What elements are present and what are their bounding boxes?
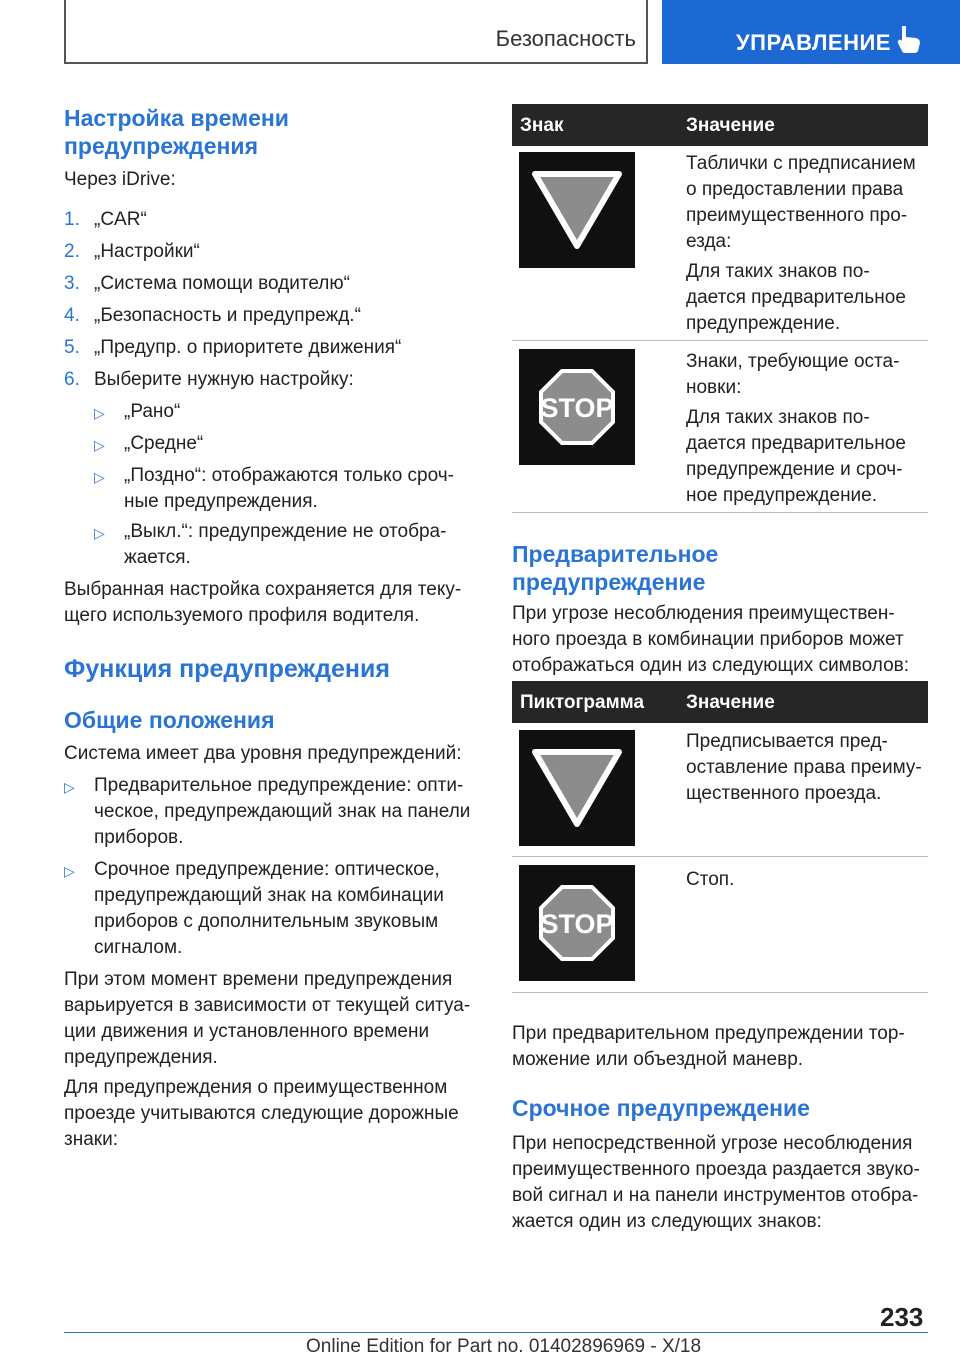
step-text: Выберите нужную настройку:	[94, 369, 354, 390]
step-text: „Безопасность и предупрежд.“	[94, 305, 361, 326]
step-text: „Система помощи водителю“	[94, 273, 350, 294]
heading-urgent: Срочное предупреждение	[512, 1095, 810, 1121]
heading-preliminary-line1: Предварительное	[512, 541, 719, 567]
pre-text: ного проезда в комбинации приборов может	[512, 629, 904, 650]
table1-r2-text: предупреждение и сроч-	[686, 459, 903, 480]
urgent-text: При непосредственной угрозе несоблюдения	[512, 1133, 913, 1154]
hand-pointer-icon	[896, 24, 922, 54]
table2-r1-text: оставление права преиму-	[686, 757, 922, 778]
step-number: 3.	[64, 273, 80, 294]
table1-r1-text: преимущественного про-	[686, 205, 908, 226]
table1-col-meaning: Значение	[686, 115, 775, 136]
table2-col-meaning: Значение	[686, 692, 775, 713]
moment-text: предупреждения.	[64, 1047, 218, 1068]
header-section-tab[interactable]	[64, 0, 648, 64]
via-idrive-text: Через iDrive:	[64, 169, 176, 190]
table1-r1-text: Таблички с предписанием	[686, 153, 916, 174]
heading-time-line2: предупреждения	[64, 133, 258, 159]
step-number: 2.	[64, 241, 80, 262]
moment-text: варьируется в зависимости от текущей ситуа-	[64, 995, 471, 1016]
stop-sign-text: STOP	[540, 909, 614, 939]
option-text-cont: ные предупреждения.	[124, 491, 318, 512]
option-text-cont: жается.	[124, 547, 191, 568]
step-text: „Настройки“	[94, 241, 200, 262]
table1-r1-text: предупреждение.	[686, 313, 841, 334]
option-text: „Рано“	[124, 401, 181, 422]
after-text: можение или объездной маневр.	[512, 1049, 804, 1070]
yield-sign-image	[519, 730, 635, 846]
table1-r1-text: Для таких знаков по-	[686, 261, 870, 282]
saved-text: Выбранная настройка сохраняется для теку-	[64, 579, 462, 600]
step-number: 4.	[64, 305, 80, 326]
saved-text: щего используемого профиля водителя.	[64, 605, 420, 626]
heading-general: Общие положения	[64, 707, 275, 733]
table1-r2-text: ное предупреждение.	[686, 485, 878, 506]
triangle-bullet-icon: ▷	[64, 779, 75, 795]
table2-r2-text: Стоп.	[686, 869, 735, 890]
yield-sign-image	[519, 152, 635, 268]
moment-text: При этом момент времени предупреждения	[64, 969, 453, 990]
heading-function: Функция предупреждения	[64, 655, 390, 683]
header-active-tab[interactable]	[662, 0, 960, 64]
bullet-text: Предварительное предупреждение: опти-	[94, 775, 464, 796]
signs-text: знаки:	[64, 1129, 118, 1150]
stop-sign-image	[519, 865, 635, 981]
triangle-bullet-icon: ▷	[64, 863, 75, 879]
moment-text: ции движения и установленного времени	[64, 1021, 430, 1042]
table1-bottom-divider	[512, 512, 928, 513]
table2-bottom-divider	[512, 992, 928, 993]
bullet-text: приборов с дополнительным звуковым	[94, 911, 439, 932]
table1-r2-text: новки:	[686, 377, 742, 398]
signs-text: Для предупреждения о преимущественном	[64, 1077, 448, 1098]
stop-sign-text: STOP	[540, 393, 614, 423]
step-number: 1.	[64, 209, 80, 230]
urgent-text: жается один из следующих знаков:	[512, 1211, 822, 1232]
urgent-text: преимущественного проезда раздается звуко-	[512, 1159, 920, 1180]
table2-row-divider	[512, 856, 928, 857]
table2-col-pictogram: Пиктограмма	[520, 692, 645, 713]
after-text: При предварительном предупреждении тор-	[512, 1023, 905, 1044]
table1-header	[512, 104, 928, 146]
table1-r1-text: о предоставлении права	[686, 179, 904, 200]
heading-preliminary-line2: предупреждение	[512, 569, 706, 595]
header-active-label: УПРАВЛЕНИЕ	[736, 30, 891, 55]
footer-edition: Online Edition for Part no. 01402896969 - X/18	[306, 1336, 702, 1357]
levels-text: Система имеет два уровня предупреждений:	[64, 743, 462, 764]
option-text: „Выкл.“: предупреждение не отобра-	[124, 521, 447, 542]
stop-sign-icon	[519, 349, 635, 465]
stop-sign-image	[519, 349, 635, 465]
header-section-label: Безопасность	[495, 26, 636, 51]
step-text: „CAR“	[94, 209, 147, 230]
table1-r1-text: дается предварительное	[686, 287, 906, 308]
option-text: „Поздно“: отображаются только сроч-	[124, 465, 454, 486]
table1-col-sign: Знак	[520, 115, 564, 136]
table1-r2-text: дается предварительное	[686, 433, 906, 454]
heading-time-line1: Настройка времени	[64, 105, 289, 131]
table1-r2-text: Знаки, требующие оста-	[686, 351, 900, 372]
triangle-bullet-icon: ▷	[94, 437, 105, 453]
bullet-text: предупреждающий знак на комбинации	[94, 885, 444, 906]
table1-row-divider	[512, 340, 928, 341]
option-text: „Средне“	[124, 433, 204, 454]
yield-triangle-icon	[519, 730, 635, 846]
bullet-text: Срочное предупреждение: оптическое,	[94, 859, 440, 880]
pre-text: При угрозе несоблюдения преимуществен-	[512, 603, 895, 624]
stop-sign-icon	[519, 865, 635, 981]
footer-divider	[64, 1332, 928, 1333]
pre-text: отображаться один из следующих символов:	[512, 655, 910, 676]
table2-header	[512, 681, 928, 723]
table2-r1-text: щественного проезда.	[686, 783, 882, 804]
table2-r1-text: Предписывается пред-	[686, 731, 888, 752]
step-number: 6.	[64, 369, 80, 390]
urgent-text: вой сигнал и на панели инструментов отобра-	[512, 1185, 919, 1206]
page-number: 233	[880, 1302, 924, 1332]
table1-r2-text: Для таких знаков по-	[686, 407, 870, 428]
triangle-bullet-icon: ▷	[94, 469, 105, 485]
bullet-text: ческое, предупреждающий знак на панели	[94, 801, 471, 822]
bullet-text: сигналом.	[94, 937, 183, 958]
triangle-bullet-icon: ▷	[94, 405, 105, 421]
bullet-text: приборов.	[94, 827, 184, 848]
step-text: „Предупр. о приоритете движения“	[94, 337, 402, 358]
signs-text: проезде учитываются следующие дорожные	[64, 1103, 459, 1124]
triangle-bullet-icon: ▷	[94, 525, 105, 541]
table1-r1-text: езда:	[686, 231, 732, 252]
yield-triangle-icon	[519, 152, 635, 268]
step-number: 5.	[64, 337, 80, 358]
